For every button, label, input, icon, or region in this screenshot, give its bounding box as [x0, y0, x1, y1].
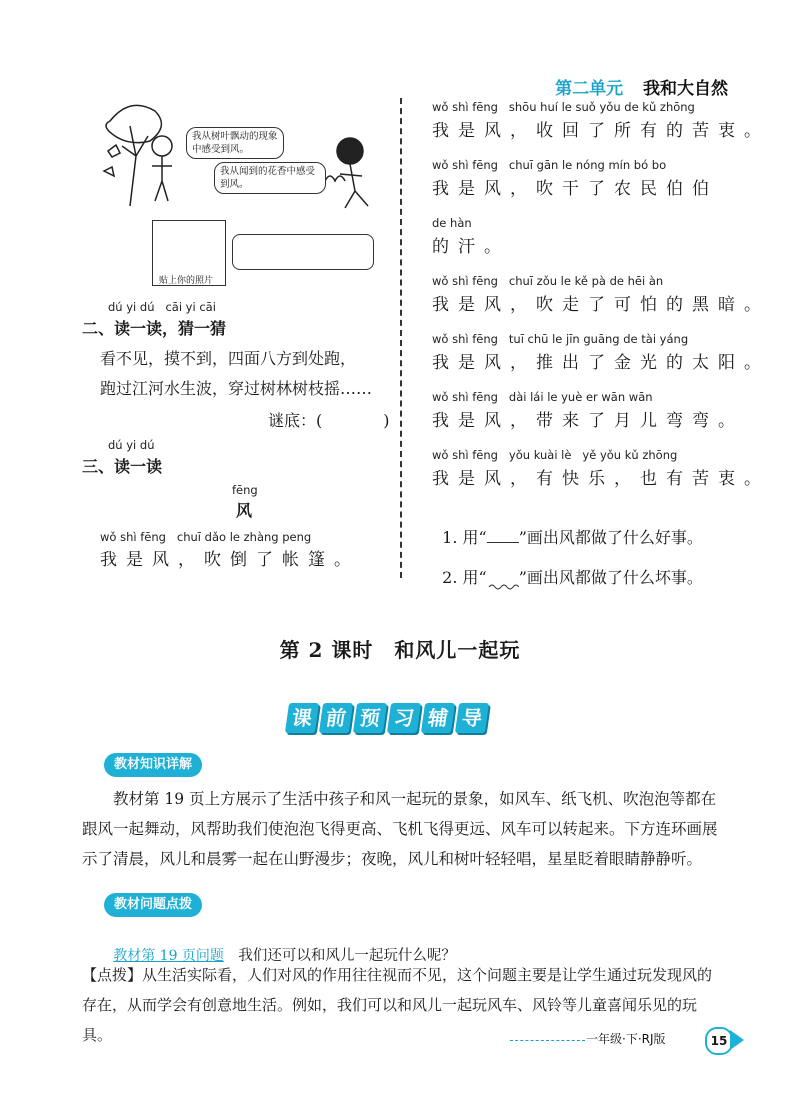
poem-pinyin-5: wǒ shì fēng tuī chū le jīn guāng de tài yáng — [432, 332, 689, 346]
banner-char-4: 习 — [387, 703, 421, 733]
sec2-title: 二、读一读，猜一猜 — [82, 319, 227, 338]
girl-icon — [325, 138, 368, 208]
poem-pinyin-2: wǒ shì fēng chuī gān le nóng mín bó bo — [432, 158, 667, 172]
tip-paragraph: 【点拨】从生活实际看，人们对风的作用往往视而不见，这个问题主要是让学生通过玩发现风的存在，从而学会有创意地生活。例如，我们可以和风儿一起玩风车、风铃等儿童喜闻乐见的玩具。 — [82, 966, 713, 1044]
poem-line-1: 我是风，收回了所有的苦衷。 — [432, 121, 770, 141]
boy-icon — [152, 136, 172, 201]
poem-pinyin-6: wǒ shì fēng dài lái le yuè er wān wān — [432, 390, 653, 404]
poem-line-2: 我是风，吹干了农民伯伯 — [432, 179, 718, 199]
poem-pinyin-7: wǒ shì fēng yǒu kuài lè yě yǒu kǔ zhōng — [432, 448, 678, 462]
riddle-answer[interactable]: 谜底：( ) — [268, 411, 390, 430]
tree-icon — [104, 105, 161, 206]
sec3-line: 我是风，吹倒了帐篷。 — [100, 550, 360, 570]
unit-title: 我和大自然 — [643, 79, 728, 99]
answer-speech-box[interactable] — [232, 234, 374, 270]
wavy-line-marker — [487, 569, 519, 583]
sec3-pinyin: dú yi dú — [108, 438, 155, 452]
question-1-start: 1. 用“ — [442, 528, 487, 547]
sec2-pinyin: dú yi dú cāi yi cāi — [108, 300, 216, 314]
banner-char-2: 前 — [319, 703, 353, 733]
sec3-title: 三、读一读 — [82, 457, 163, 476]
textbook-knowledge-tag: 教材知识详解 — [104, 753, 202, 777]
question-2-end: ”画出风都做了什么坏事。 — [518, 568, 703, 587]
riddle-line-2: 跑过江河水生波，穿过树林树枝摇…… — [100, 379, 373, 398]
banner-char-3: 预 — [353, 703, 387, 733]
poem-line-4: 我是风，吹走了可怕的黑暗。 — [432, 295, 770, 315]
photo-placeholder — [152, 220, 226, 286]
footer-grade: 一年级·下·RJ版 — [586, 1032, 666, 1046]
question-1-end: ”画出风都做了什么好事。 — [518, 528, 703, 547]
char-pinyin: fēng — [232, 483, 258, 497]
preview-banner — [287, 703, 487, 733]
question-2-start: 2. 用“ — [442, 568, 487, 587]
banner-char-5: 辅 — [421, 703, 455, 733]
question-1 — [432, 506, 703, 548]
unit-label: 第二单元 — [555, 79, 624, 99]
poem-pinyin-1: wǒ shì fēng shōu huí le suǒ yǒu de kǔ zhōng — [432, 100, 695, 114]
banner-char-6: 导 — [455, 703, 489, 733]
poem-line-3: 的汗。 — [432, 237, 510, 257]
speech-bubble-flowers: 我从闻到的花香中感受到风。 — [214, 162, 326, 194]
char-feng: 风 — [236, 501, 253, 520]
straight-line-marker — [487, 528, 519, 543]
knowledge-paragraph: 教材第 19 页上方展示了生活中孩子和风一起玩的景象，如风车、纸飞机、吹泡泡等都在跟风一起舞动，风帮助我们使泡泡飞得更高、飞机飞得更远、风车可以转起来。下方连环画展示了清晨，风儿和晨雾一起在山野漫步；夜晚，风儿和树叶轻轻唱，星星眨着眼睛静静听。 — [82, 790, 718, 868]
poem-line-7: 我是风，有快乐，也有苦衷。 — [432, 469, 770, 489]
banner-char-1: 课 — [285, 703, 319, 733]
question-2 — [432, 546, 703, 588]
footer-dashed-line — [510, 1040, 585, 1041]
riddle-line-1: 看不见，摸不到，四面八方到处跑， — [100, 349, 357, 368]
question-text: 我们还可以和风儿一起玩什么呢？ — [223, 948, 456, 964]
column-divider — [400, 98, 402, 578]
page-number: 15 — [705, 1027, 733, 1055]
lesson-title: 第 2 课时 和风儿一起玩 — [279, 638, 521, 662]
question-label: 教材第 19 页问题 — [113, 948, 224, 964]
poem-line-6: 我是风，带来了月儿弯弯。 — [432, 411, 744, 431]
speech-bubble-leaves: 我从树叶飘动的现象中感受到风。 — [186, 127, 284, 159]
photo-label: 贴上你的照片 — [159, 276, 214, 286]
sec3-line-pinyin: wǒ shì fēng chuī dǎo le zhàng peng — [100, 530, 312, 544]
next-arrow-icon — [730, 1030, 744, 1050]
poem-pinyin-4: wǒ shì fēng chuī zǒu le kě pà de hēi àn — [432, 274, 664, 288]
poem-line-5: 我是风，推出了金光的太阳。 — [432, 353, 770, 373]
page-header — [555, 74, 728, 99]
poem-pinyin-3: de hàn — [432, 216, 472, 230]
textbook-question-tag: 教材问题点拨 — [104, 893, 202, 917]
